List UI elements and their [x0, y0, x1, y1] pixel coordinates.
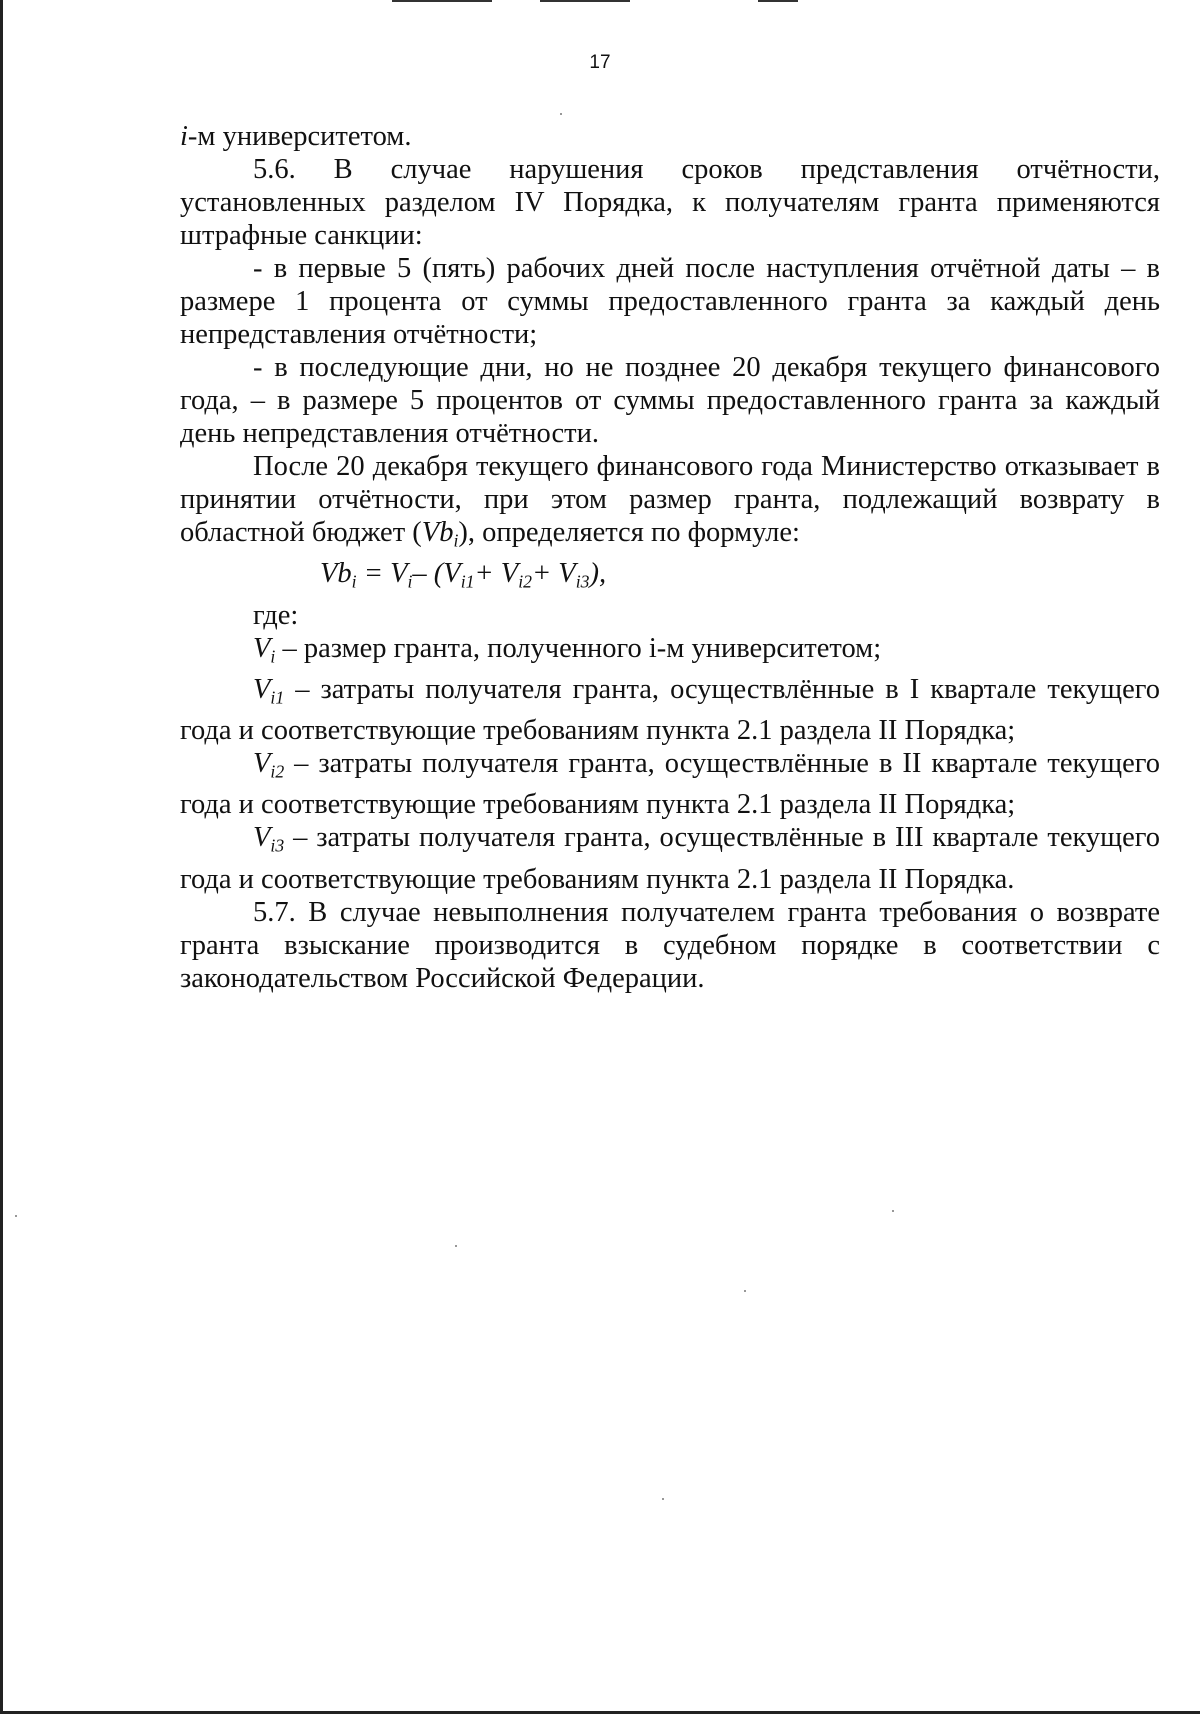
scan-top-mark [540, 0, 630, 2]
penalty-item-2: - в последующие дни, но не позднее 20 декабря текущего финансового года, – в размере 5 процентов от суммы предоставленного гранта за каждый день непредставления отчётности. [180, 352, 1160, 449]
scan-speck [15, 1215, 17, 1217]
definition-vi2: $V_{i2}$ – затраты получателя гранта, осуществлённые в II квартале текущего года и соответствующие требованиям пункта 2.1 раздела II Порядка; [180, 748, 1160, 821]
scan-speck [560, 113, 562, 115]
scan-speck [662, 1498, 664, 1500]
scan-speck [744, 1290, 746, 1292]
definition-vi: $V_i$ – размер гранта, полученного i-м университетом; [253, 632, 882, 666]
scan-speck [892, 1210, 894, 1212]
paragraph-5-7: 5.7. В случае невыполнения получателем гранта требования о возврате гранта взыскание производится в судебном порядке в соответствии с законодательством Российской Федерации. [180, 896, 1160, 994]
scan-top-mark [758, 0, 798, 2]
definition-vi1: $V_{i1}$ – затраты получателя гранта, осуществлённые в I квартале текущего года и соответствующие требованиям пункта 2.1 раздела II Порядка; [180, 673, 1160, 747]
paragraph-after-december: После 20 декабря текущего финансового года Министерство отказывает в принятии отчётности, при этом размер гранта, подлежащий возврату в областной бюджет $(Vb_i)$, определяется по формуле: [180, 451, 1160, 551]
scan-border-left [0, 0, 3, 1714]
penalty-item-1: - в первые 5 (пять) рабочих дней после наступления отчётной даты – в размере 1 процента от суммы предоставленного гранта за каждый день непредставления отчётности; [180, 253, 1160, 350]
where-label: где: [253, 599, 299, 631]
page-number: 17 [589, 52, 611, 73]
document-body [180, 120, 1160, 995]
scan-top-mark [392, 0, 492, 2]
paragraph-5-6: 5.6. В случае нарушения сроков представления отчётности, установленных разделом IV Порядка, к получателям гранта применяются штрафные санкции: [180, 154, 1160, 251]
scan-speck [455, 1245, 457, 1247]
refund-formula: $Vb_i = V_i-$ $(V_{i1}+ V_{i2}+ V_{i3})$, [320, 558, 607, 592]
definition-vi3: $V_{i3}$ – затраты получателя гранта, осуществлённые в III квартале текущего года и соответствующие требованиям пункта 2.1 раздела II Порядка. [180, 822, 1160, 895]
continuation-line: i-м университетом. [180, 121, 412, 152]
